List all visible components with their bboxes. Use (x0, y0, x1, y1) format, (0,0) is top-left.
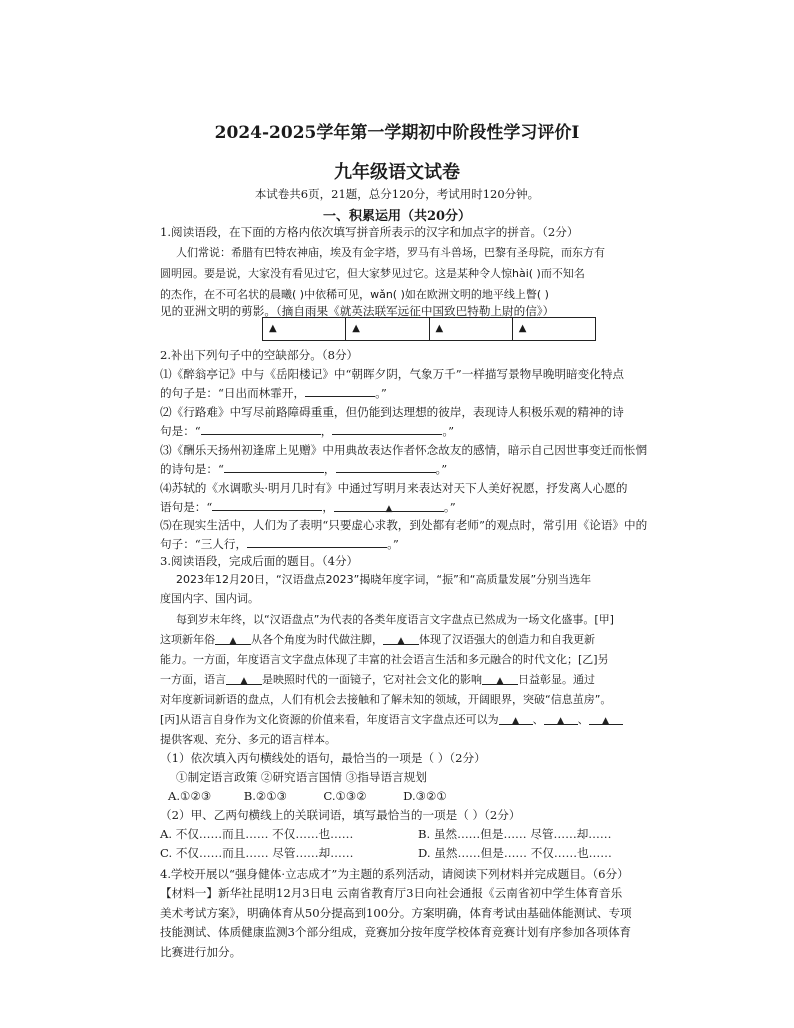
answer-blank[interactable] (334, 499, 444, 512)
q3-passage-line: 2023年12月20日，“汉语盘点2023”揭晓年度字词，“振”和“高质量发展”分别当选年 (176, 573, 592, 586)
q2-item-5-answer: 句子：“三人行， 。” (160, 537, 399, 551)
q4-material-line: 美术考试方案》，明确体育从50分提高到100分。方案明确，体育考试由基础体能测试、专项 (160, 906, 632, 920)
choice-option[interactable]: B. 虽然……但是…… 尽管……却…… (418, 827, 612, 841)
answer-blank[interactable] (224, 460, 324, 473)
choice-option[interactable]: C.①③② (323, 789, 367, 803)
choice-option[interactable]: B.②①③ (243, 789, 288, 803)
q2-stem: 2.补出下列句子中的空缺部分。（8分） (160, 348, 359, 362)
q2-item-2: ⑵《行路难》中写尽前路障碍重重，但仍能到达理想的彼岸，表现诗人积极乐观的精神的诗 (160, 405, 624, 419)
q3-sub2-options (160, 826, 680, 842)
q4-stem: 4.学校开展以“强身健体·立志成才”为主题的系列活动，请阅读下列材料并完成题目。（6分） (160, 867, 629, 881)
q1-stem: 1.阅读语段，在下面的方格内依次填写拼音所表示的汉字和加点字的拼音。（2分） (160, 225, 579, 239)
q2-item-4-answer: 语句是：“ ， ▲ 。” (160, 500, 456, 514)
choice-option[interactable]: D. 虽然……但是…… 不仅……也…… (418, 846, 612, 860)
q3-sub1: （1）依次填入丙句横线处的语句，最恰当的一项是（ ）（2分） (160, 751, 486, 765)
answer-blank[interactable] (336, 460, 436, 473)
answer-blank[interactable] (201, 422, 321, 435)
q3-passage-line: 能力。一方面，年度语言文字盘点体现了丰富的社会语言生活和多元融合的时代文化；[乙]另 (160, 653, 609, 666)
q3-passage-line: 这项新年俗 ▲ 从各个角度为时代做注脚， ▲ 体现了汉语强大的创造力和自我更新 (160, 633, 595, 646)
answer-blank[interactable]: ▲ (544, 712, 578, 725)
answer-cell[interactable]: ▲ (430, 318, 513, 340)
q3-sub1-options (168, 788, 688, 804)
q4-material-line: 比赛进行加分。 (160, 945, 242, 959)
answer-cell[interactable]: ▲ (518, 323, 527, 334)
answer-blank[interactable]: ▲ (215, 632, 251, 645)
answer-blank[interactable]: ▲ (499, 712, 533, 725)
choice-option[interactable]: D.③②① (403, 789, 447, 803)
choice-option[interactable]: C. 不仅……而且…… 尽管……却…… (160, 846, 354, 860)
answer-blank[interactable] (305, 384, 375, 397)
q1-passage-line: 圆明园。要是说，大家没有看见过它，但大家梦见过它。这是某种令人惊hài( )而不知名 (160, 267, 585, 280)
answer-blank[interactable]: ▲ (482, 672, 518, 685)
q2-item-5: ⑸在现实生活中，人们为了表明“只要虚心求教，到处都有老师”的观点时，常引用《论语》中的 (160, 518, 648, 532)
blank-marker: ▲ (385, 504, 393, 514)
q1-passage-line: 的杰作，在不可名状的晨曦( )中依稀可见，wǎn( )如在欧洲文明的地平线上瞥( ) (160, 288, 549, 301)
answer-blank[interactable] (332, 422, 442, 435)
q2-item-2-answer: 句是：“ ， 。” (160, 424, 455, 438)
q2-item-1-answer: 的句子是：“日出而林霏开， 。” (160, 386, 387, 400)
q2-item-4: ⑷苏轼的《水调歌头·明月几时有》中通过写明月来表达对天下人美好祝愿，抒发离人心愿的 (160, 481, 628, 495)
answer-blank[interactable]: ▲ (589, 712, 623, 725)
q3-sub1-items: ①制定语言政策 ②研究语言国情 ③指导语言规划 (176, 770, 427, 784)
q3-passage-line: [丙]从语言自身作为文化资源的价值来看，年度语言文字盘点还可以为 ▲ 、 ▲ 、 ▲ (160, 712, 680, 728)
q1-passage-line: 人们常说：希腊有巴特农神庙，埃及有金字塔，罗马有斗兽场，巴黎有圣母院，而东方有 (176, 246, 605, 259)
q3-passage-line: 提供客观、充分、多元的语言样本。 (160, 733, 336, 746)
q3-stem: 3.阅读语段，完成后面的题目。（4分） (160, 554, 359, 568)
q3-passage-line: 度国内字、国内词。 (160, 592, 259, 605)
q3-sub2-options (160, 845, 680, 861)
choice-option[interactable]: A.①②③ (168, 789, 212, 803)
answer-blank[interactable] (247, 535, 387, 548)
exam-info: 本试卷共6页，21题，总分120分，考试用时120分钟。 (254, 187, 540, 201)
answer-blank[interactable]: ▲ (226, 672, 262, 685)
q2-item-1: ⑴《醉翁亭记》中与《岳阳楼记》中“朝晖夕阴，气象万千”一样描写景物早晚明暗变化特点 (160, 367, 625, 381)
q1-answer-grid (262, 317, 596, 341)
q2-item-3-answer: 的诗句是：“ ， 。” (160, 462, 448, 476)
exam-subtitle: 九年级语文试卷 (334, 162, 460, 183)
q3-passage-line: 对年度新词新语的盘点，人们有机会去接触和了解未知的领域，开阔眼界，突破“信息茧房”。 (160, 693, 612, 706)
q3-passage-line: 每到岁末年终，以“汉语盘点”为代表的各类年度语言文字盘点已然成为一场文化盛事。[甲] (176, 613, 614, 626)
q3-sub2: （2）甲、乙两句横线上的关联词语，填写最恰当的一项是（ ）（2分） (160, 808, 521, 822)
answer-blank[interactable] (212, 498, 322, 511)
q2-item-3: ⑶《酬乐天扬州初逢席上见赠》中用典故表达作者怀念故友的感情，暗示自己因世事变迁而怅惘 (160, 443, 647, 457)
choice-option[interactable]: A. 不仅……而且…… 不仅……也…… (160, 827, 354, 841)
q4-material-line: 【材料一】新华社昆明12月3日电 云南省教育厅3日向社会通报《云南省初中学生体育音乐 (160, 886, 623, 900)
answer-cell[interactable]: ▲ (263, 318, 346, 340)
section-heading: 一、积累运用（共20分） (322, 209, 472, 224)
q4-material-line: 技能测试、体质健康监测3个部分组成，竞赛加分按年度学校体育竞赛计划有序参加各项体育 (160, 925, 632, 939)
exam-title: 2024-2025学年第一学期初中阶段性学习评价Ⅰ (214, 123, 580, 143)
q1-passage-line: 见的亚洲文明的剪影。（摘自雨果《就英法联军远征中国致巴特勒上尉的信》） (160, 304, 555, 318)
q3-passage-line: 一方面，语言 ▲ 是映照时代的一面镜子，它对社会文化的影响 ▲ 日益彰显。通过 (160, 673, 595, 686)
answer-cell[interactable]: ▲ (346, 318, 429, 340)
answer-blank[interactable]: ▲ (383, 632, 419, 645)
